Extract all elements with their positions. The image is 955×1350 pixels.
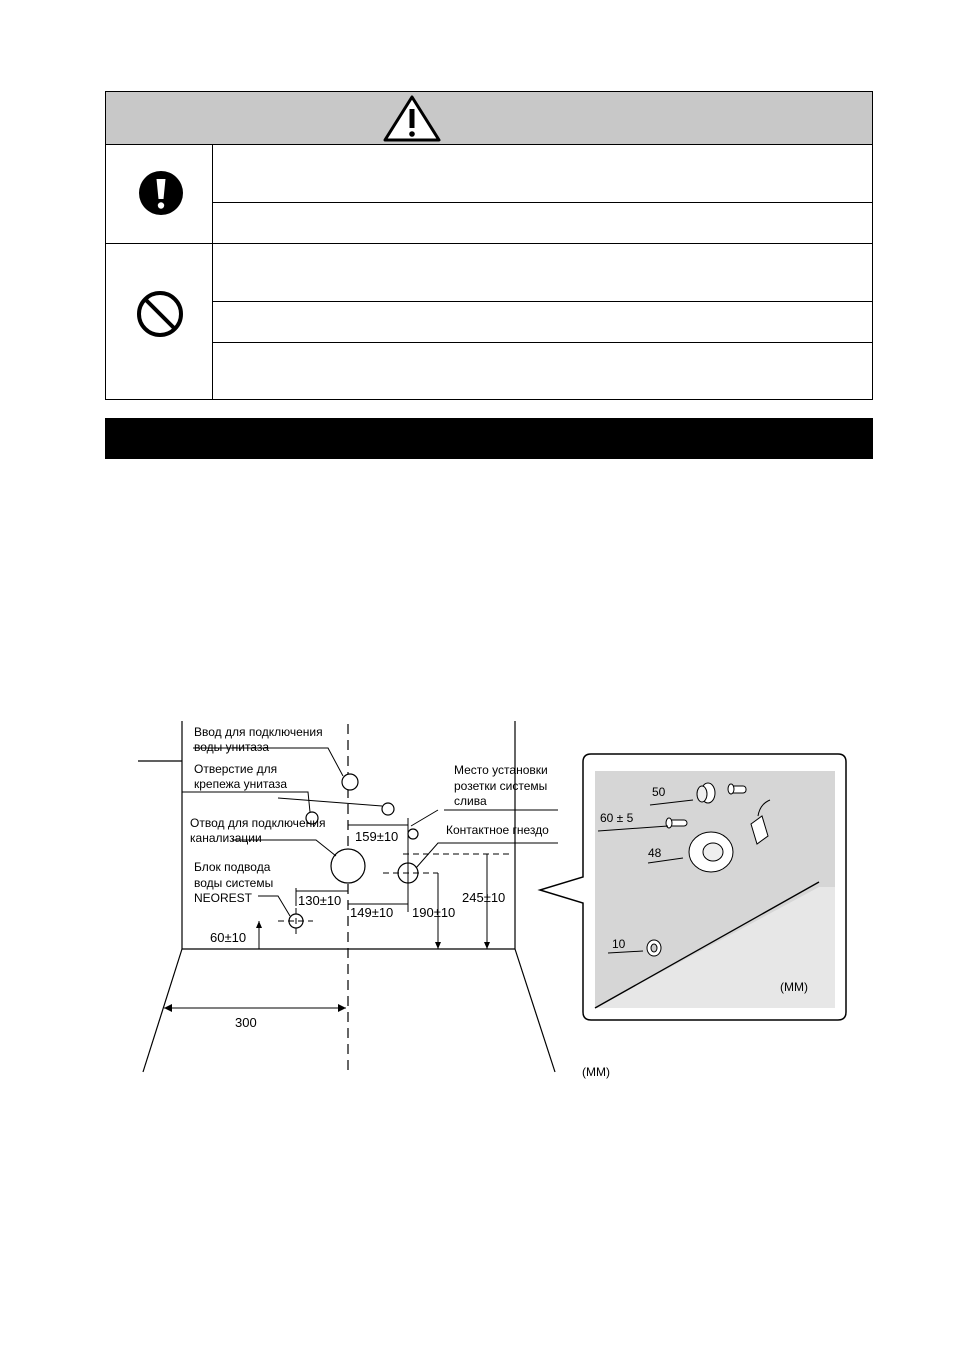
inset-dim-60-5: 60 ± 5 <box>600 811 634 825</box>
inset-dim-48: 48 <box>648 846 662 860</box>
label-supply-block-1: Блок подвода <box>194 860 271 874</box>
inset-unit-label: (ММ) <box>780 980 808 994</box>
label-outlet-place-1: Место установки <box>454 763 548 777</box>
dim-245: 245±10 <box>462 890 506 905</box>
label-mount-hole-2: крепежа унитаза <box>194 777 288 791</box>
warning-row-5 <box>213 343 872 399</box>
label-water-inlet-2: воды унитаза <box>194 740 270 754</box>
diagram-canvas <box>138 718 858 1088</box>
prohibited-icon-cell <box>106 244 213 399</box>
installation-diagram <box>138 718 858 1088</box>
dim-149: 149±10 <box>350 905 394 920</box>
section-header-bar <box>105 418 873 459</box>
warning-row-3 <box>213 244 872 302</box>
dim-300: 300 <box>235 1015 257 1030</box>
label-outlet-place-3: слива <box>454 794 487 808</box>
dim-159: 159±10 <box>355 829 399 844</box>
dim-190: 190±10 <box>412 905 456 920</box>
mandatory-icon-cell <box>106 145 213 244</box>
outlet-circle <box>408 829 418 839</box>
label-drain-branch-2: канализации <box>190 831 262 845</box>
unit-label-main: (ММ) <box>582 1065 610 1079</box>
inset-dim-10: 10 <box>612 937 626 951</box>
warning-header <box>106 92 872 145</box>
drain-circle <box>331 849 365 883</box>
warning-triangle-icon <box>382 94 442 144</box>
label-supply-block-3: NEOREST <box>194 891 253 905</box>
warning-row-4 <box>213 302 872 343</box>
warning-table <box>105 91 873 400</box>
prohibition-circle-icon <box>134 288 186 340</box>
label-contact-socket: Контактное гнездо <box>446 823 549 837</box>
label-water-inlet-1: Ввод для подключения <box>194 725 323 739</box>
exclamation-circle-icon <box>136 168 186 218</box>
inset-callout <box>540 754 846 1020</box>
dim-130: 130±10 <box>298 893 342 908</box>
warning-row-1 <box>213 145 872 203</box>
dim-60: 60±10 <box>210 930 247 945</box>
water-inlet-circle <box>342 774 358 790</box>
label-supply-block-2: воды системы <box>194 876 274 890</box>
label-mount-hole-1: Отверстие для <box>194 762 278 776</box>
label-drain-branch-1: Отвод для подключения <box>190 816 326 830</box>
mount-hole-right <box>382 803 394 815</box>
inset-dim-50: 50 <box>652 785 666 799</box>
warning-row-2 <box>213 203 872 244</box>
label-outlet-place-2: розетки системы <box>454 779 548 793</box>
